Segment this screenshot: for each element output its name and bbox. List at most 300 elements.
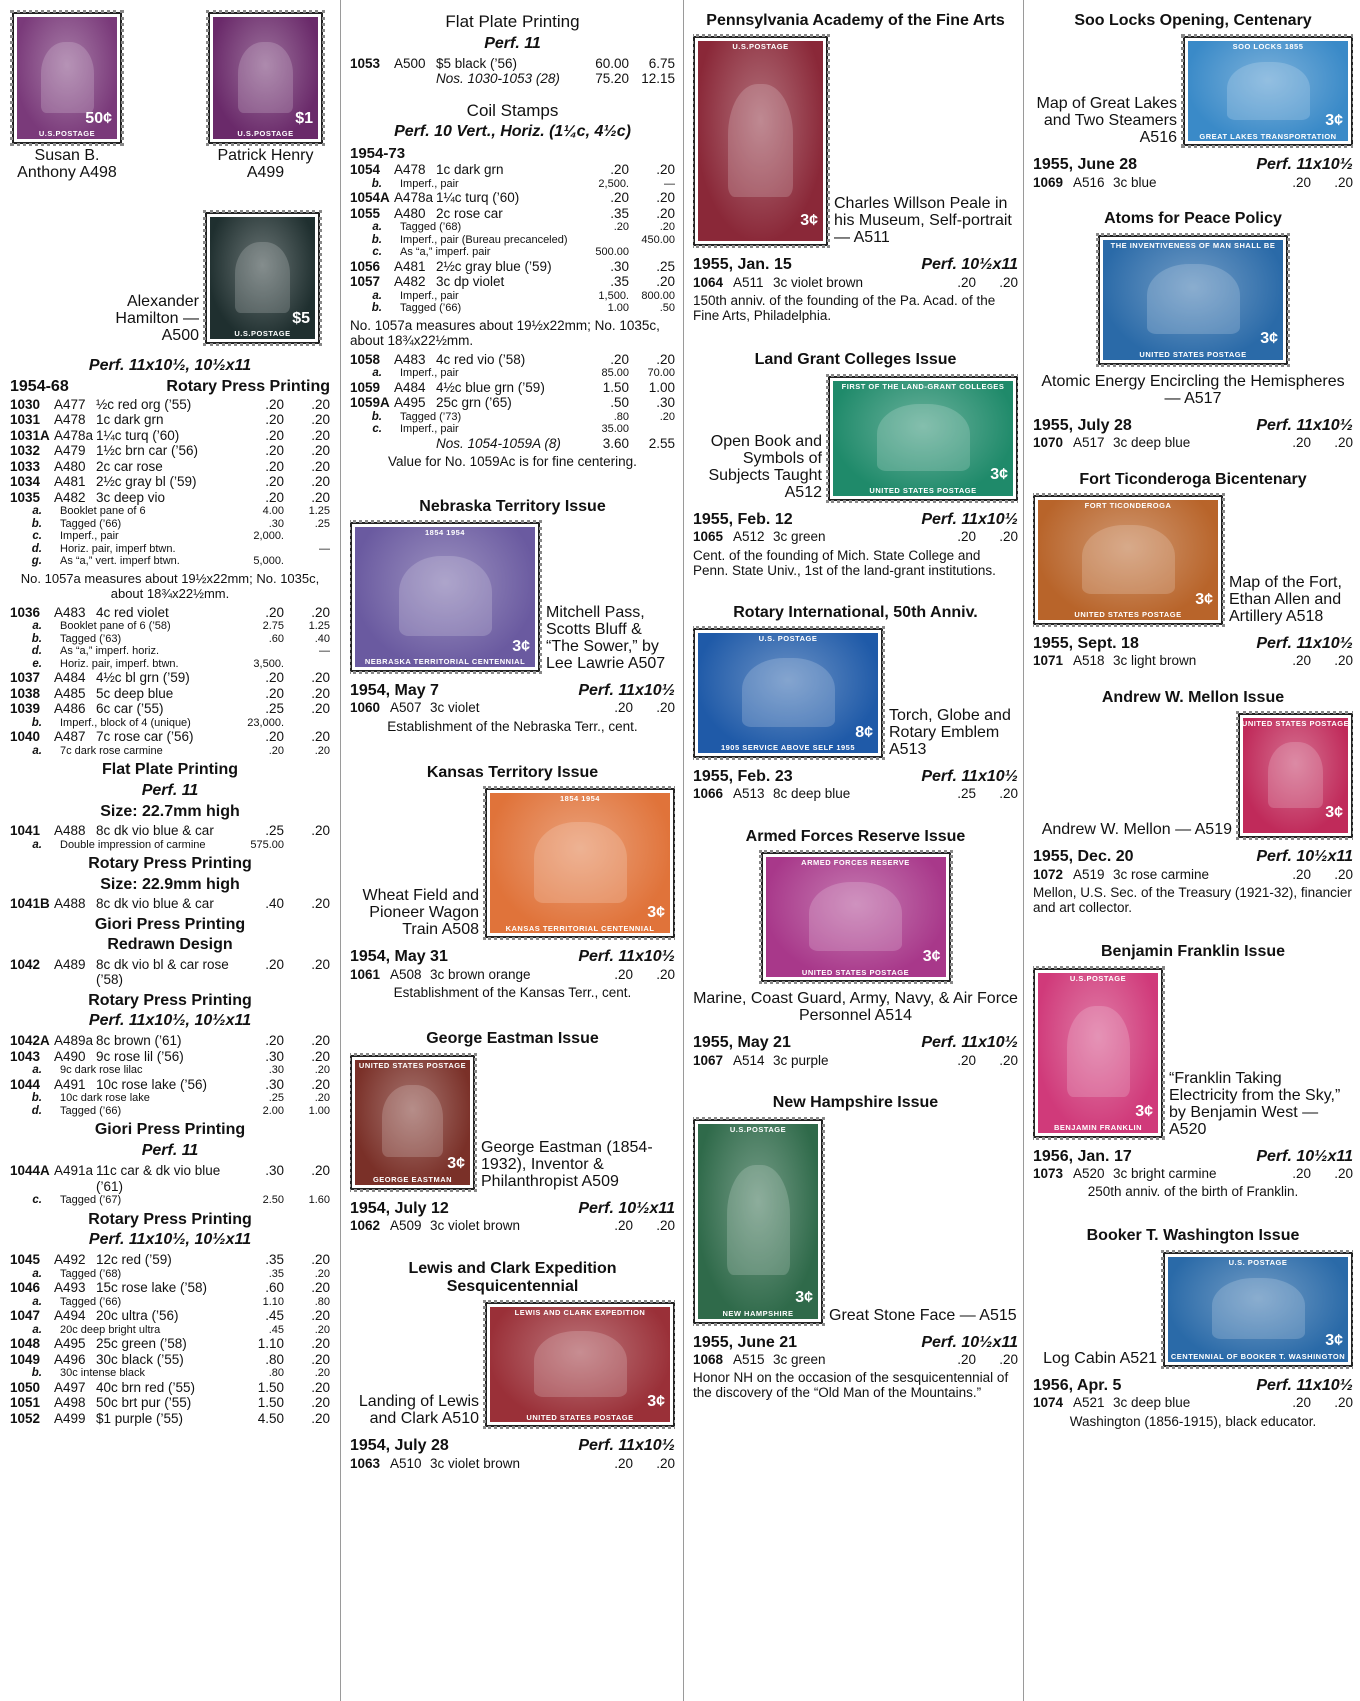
catalog-number: 1074	[1033, 1395, 1064, 1411]
catalog-number: 1047	[10, 1308, 41, 1324]
stamp-top-text: U.S. POSTAGE	[758, 633, 818, 643]
description: 3c dp violet	[436, 274, 505, 290]
design-number: A491a	[54, 1163, 94, 1179]
catalog-number: 1055	[350, 205, 381, 221]
mint-value: .20	[265, 729, 284, 745]
description: 3c green	[773, 529, 826, 545]
description: Imperf., pair	[400, 289, 459, 302]
used-value: .20	[314, 1092, 330, 1105]
catalog-number: 1038	[10, 685, 41, 701]
used-value: 12.15	[641, 71, 675, 87]
description: 2c car rose	[96, 458, 163, 474]
stamp-caption: “Franklin Taking Electricity from the Sky,” by Benjamin West — A520	[1169, 1069, 1341, 1138]
stamp-inscription: U.S.POSTAGE	[38, 129, 96, 139]
issue-date: 1954, May 31	[350, 948, 448, 966]
mint-value: 1.50	[257, 1395, 284, 1411]
issue-perf: Perf. 10½x11	[1256, 1147, 1353, 1165]
used-value: .20	[311, 823, 330, 839]
used-value: .20	[999, 1052, 1018, 1068]
used-value: .20	[314, 1064, 330, 1077]
description: 12c red (’59)	[96, 1252, 172, 1268]
listing-row	[1033, 1166, 1353, 1182]
description: 9c dark rose lilac	[60, 1064, 143, 1077]
catalog-number: 1054A	[350, 190, 390, 206]
design-number: A517	[1073, 435, 1105, 451]
stamp-listing	[10, 1163, 330, 1207]
used-value: .20	[311, 1252, 330, 1268]
mint-value: .20	[265, 956, 284, 972]
listing-row	[350, 352, 675, 368]
catalog-number: 1052	[10, 1410, 41, 1426]
stamp-top-text: UNITED STATES POSTAGE	[1241, 719, 1350, 729]
mint-value: .20	[610, 190, 629, 206]
issue-perf: Perf. 11x10½	[921, 767, 1018, 785]
stamp-denomination: 3¢	[1325, 112, 1343, 129]
mint-value: .60	[268, 632, 284, 645]
mint-value: .20	[1292, 866, 1311, 882]
catalog-number: c.	[32, 530, 42, 543]
stamp-caption: Patrick Henry A499	[217, 147, 314, 181]
issue-description: Cent. of the founding of Mich. State College and Penn. State Univ., 1st of the land-grant institutions.	[693, 547, 996, 578]
section-heading: Rotary Press Printing	[166, 378, 330, 396]
listing-row	[350, 234, 675, 247]
stamp-inscription: UNITED STATES POSTAGE	[1139, 350, 1247, 360]
used-value: .20	[311, 670, 330, 686]
design-number: A496	[54, 1351, 86, 1367]
used-value: .20	[311, 1351, 330, 1367]
mint-value: .35	[610, 274, 629, 290]
issue-perf: Perf. 11x10½	[1256, 416, 1353, 434]
used-value: .20	[311, 1048, 330, 1064]
listing-row	[10, 670, 330, 686]
perf-heading: Perf. 11x10½, 10½x11	[88, 1230, 252, 1248]
design-number: A495	[54, 1336, 86, 1352]
catalog-number: 1068	[693, 1351, 724, 1367]
stamp-vignette	[1082, 525, 1175, 594]
stamp-denomination: 3¢	[647, 1392, 665, 1410]
mint-value: 1.00	[607, 302, 629, 315]
description: 3c light brown	[1113, 653, 1197, 669]
design-number: A509	[390, 1218, 422, 1233]
catalog-number: b.	[371, 410, 382, 423]
catalog-number: 1030	[10, 396, 41, 412]
catalog-number: c.	[372, 423, 382, 436]
stamp-denomination: 8¢	[855, 723, 873, 741]
listing-row	[10, 605, 330, 621]
listing-row	[10, 1077, 330, 1093]
listing-row	[10, 1268, 330, 1281]
catalog-number: 1051	[10, 1395, 41, 1411]
listing-row	[350, 1456, 675, 1472]
description: 4c red vio (’58)	[436, 351, 526, 367]
used-value: .20	[311, 396, 330, 412]
issue-heading: Benjamin Franklin Issue	[1100, 943, 1286, 961]
design-number: A478	[394, 162, 426, 178]
listing-row	[10, 717, 330, 730]
used-value: .20	[1334, 866, 1353, 882]
used-value: .20	[311, 1076, 330, 1092]
catalog-number: 1060	[350, 700, 381, 716]
mint-value: .20	[265, 396, 284, 412]
used-value: .20	[311, 701, 330, 717]
catalog-number: 1059	[350, 379, 381, 395]
catalog-number: 1061	[350, 966, 381, 982]
issue-heading: Booker T. Washington Issue	[1086, 1227, 1300, 1245]
description: 3c deep blue	[1113, 435, 1191, 451]
used-value: .20	[311, 1163, 330, 1179]
mint-value: .25	[265, 823, 284, 839]
stamp-vignette	[534, 1331, 627, 1398]
issue-perf: Perf. 11x10½	[1256, 156, 1353, 174]
catalog-number: 1036	[10, 604, 41, 620]
design-number: A489	[54, 956, 86, 972]
description: 1¼c turq (’60)	[436, 190, 520, 206]
issue-block	[350, 764, 675, 1000]
issue-perf: Perf. 11x10½	[578, 948, 675, 966]
mint-value: 2.00	[262, 1104, 284, 1117]
stamp-vignette	[399, 556, 492, 636]
stamp-vignette	[41, 42, 94, 112]
issue-block	[693, 828, 1018, 1068]
used-value: —	[664, 177, 675, 190]
description: 3c blue	[1113, 174, 1157, 190]
listing-row	[693, 1053, 1018, 1069]
size-heading: Size: 22.7mm high	[100, 803, 240, 821]
mint-value: .20	[1292, 1165, 1311, 1181]
listing-row	[10, 1395, 330, 1411]
description: Double impression of carmine	[60, 838, 206, 851]
description: 2c rose car	[436, 205, 503, 221]
stamp-inscription: UNITED STATES POSTAGE	[869, 486, 977, 496]
issue-perf: Perf. 10½x11	[921, 1333, 1018, 1351]
stamp-inscription: U.S.POSTAGE	[234, 329, 291, 339]
stamp-caption: Susan B. Anthony A498	[17, 147, 117, 181]
used-value: .20	[311, 1395, 330, 1411]
stamp-listing	[10, 1252, 330, 1426]
catalog-number: 1045	[10, 1252, 41, 1268]
mint-value	[583, 234, 629, 247]
design-number: A491	[54, 1076, 86, 1092]
catalog-number: 1044A	[10, 1163, 50, 1179]
description: Imperf., block of 4 (unique)	[60, 716, 191, 729]
stamp-image	[1033, 968, 1163, 1138]
listing-row	[10, 896, 330, 912]
stamp-caption: Alexander Hamilton — A500	[115, 293, 199, 344]
description: Imperf., pair	[400, 177, 459, 190]
mint-value: 5,000.	[253, 555, 284, 568]
used-value: .40	[314, 632, 330, 645]
design-number	[394, 71, 436, 87]
listing-row	[10, 530, 330, 543]
mint-value: 2,000.	[253, 530, 284, 543]
listing-row	[10, 474, 330, 490]
issue-date: 1955, May 21	[693, 1034, 791, 1052]
issue-date: 1954, July 28	[350, 1437, 449, 1455]
used-value: .50	[659, 302, 675, 315]
stamp-inscription: UNITED STATES POSTAGE	[1074, 610, 1182, 620]
catalog-number: 1041	[10, 823, 41, 839]
mint-value: 1.50	[257, 1379, 284, 1395]
description: 3c rose carmine	[1113, 866, 1210, 882]
stamp-denomination: 50¢	[85, 109, 112, 127]
design-number: A484	[54, 670, 86, 686]
year-range: 1954-68	[10, 378, 69, 396]
stamp-inscription: 1905 SERVICE ABOVE SELF 1955	[720, 743, 856, 753]
listing-row	[350, 967, 675, 983]
listing-row	[350, 221, 675, 234]
stamp-denomination: 3¢	[990, 466, 1008, 484]
used-value: .20	[311, 1308, 330, 1324]
issue-date: 1955, Dec. 20	[1033, 848, 1134, 866]
catalog-number: 1043	[10, 1048, 41, 1064]
description: 4c red violet	[96, 604, 169, 620]
description: 15c rose lake (’58)	[96, 1280, 208, 1296]
stamp-vignette	[728, 84, 794, 197]
description: Imperf., pair	[400, 367, 459, 380]
mint-value: .20	[957, 1052, 976, 1068]
catalog-number: c.	[32, 1194, 42, 1207]
description: Booklet pane of 6 (’58)	[60, 620, 171, 633]
stamp-inscription: UNITED STATES POSTAGE	[526, 1412, 634, 1422]
mint-value: .20	[265, 685, 284, 701]
listing-row	[350, 700, 675, 716]
stamp-top-text: U.S.POSTAGE	[732, 42, 789, 52]
listing-row	[350, 56, 675, 72]
catalog-number: 1064	[693, 274, 724, 290]
design-number: A515	[733, 1351, 765, 1367]
listing-row	[10, 555, 330, 568]
listing-row	[10, 397, 330, 413]
description: 2½c gray bl (’59)	[96, 474, 197, 490]
listing-row	[1033, 435, 1353, 451]
used-value: .20	[999, 274, 1018, 290]
description: Imperf., pair	[60, 530, 119, 543]
description: 4½c blue grn (’59)	[436, 379, 545, 395]
stamp-caption: Mitchell Pass, Scotts Bluff & “The Sower,” by Lee Lawrie A507	[546, 604, 666, 673]
mint-value: .25	[957, 786, 976, 802]
mint-value: 4.00	[262, 505, 284, 518]
used-value: .20	[656, 351, 675, 367]
used-value: .20	[656, 700, 675, 716]
mint-value: .20	[613, 221, 629, 234]
design-number: A499	[54, 1410, 86, 1426]
catalog-number: 1042	[10, 956, 41, 972]
description: 2½c gray blue (’59)	[436, 258, 552, 274]
description: 9c rose lil (’56)	[96, 1048, 184, 1064]
used-value: .20	[311, 729, 330, 745]
used-value	[284, 658, 330, 671]
size-heading: Size: 22.9mm high	[100, 875, 240, 893]
used-value: 1.00	[648, 379, 675, 395]
description: 7c dark rose carmine	[60, 744, 163, 757]
catalog-number: 1042A	[10, 1033, 50, 1049]
catalog-number: b.	[371, 302, 382, 315]
description: 25c green (’58)	[96, 1336, 187, 1352]
listing-row	[1033, 175, 1353, 191]
stamp-denomination: 3¢	[1260, 330, 1278, 348]
stamp-vignette	[1067, 1006, 1130, 1097]
stamp-inscription: GREAT LAKES TRANSPORTATION	[1199, 131, 1337, 141]
issue-heading: Soo Locks Opening, Centenary	[1074, 12, 1312, 29]
used-value: .25	[314, 517, 330, 530]
catalog-number: b.	[31, 1367, 42, 1380]
stamp-vignette	[1147, 264, 1240, 333]
issue-heading: Land Grant Colleges Issue	[754, 351, 957, 369]
listing-row	[693, 275, 1018, 291]
catalog-number	[350, 436, 394, 452]
mint-value: .35	[610, 205, 629, 221]
issue-heading: Andrew W. Mellon Issue	[1101, 688, 1285, 706]
design-number: A500	[394, 55, 426, 71]
description: Imperf., pair (Bureau precanceled)	[400, 233, 568, 246]
listing-row	[10, 490, 330, 506]
mint-value: .20	[265, 412, 284, 428]
used-value: 1.00	[308, 1104, 330, 1117]
description: 8c dk vio blue & car	[96, 896, 214, 912]
listing-row	[10, 1105, 330, 1118]
section-heading: Flat Plate Printing	[101, 761, 238, 779]
used-value: .20	[311, 1410, 330, 1426]
used-value	[629, 246, 675, 259]
listing-row	[10, 1280, 330, 1296]
design-number: A482	[394, 274, 426, 290]
stamp-denomination: 3¢	[795, 1289, 813, 1307]
mint-value: .30	[268, 1064, 284, 1077]
mint-value: .20	[265, 474, 284, 490]
design-number: A495	[394, 395, 426, 411]
description: $5 black (’56)	[436, 55, 518, 71]
catalog-number: a.	[372, 221, 382, 234]
design-number: A516	[1073, 174, 1105, 190]
issue-block	[1033, 689, 1353, 915]
issue-perf: Perf. 11x10½	[578, 682, 675, 700]
used-value: —	[319, 542, 330, 555]
catalog-number: a.	[32, 838, 42, 851]
used-value: .20	[999, 529, 1018, 545]
stamp-denomination: 3¢	[922, 947, 941, 965]
used-value: .20	[656, 1455, 675, 1471]
stamp-listing	[350, 56, 675, 87]
mint-value: .45	[265, 1308, 284, 1324]
description: Nos. 1030-1053 (28)	[436, 71, 560, 87]
catalog-number: 1039	[10, 701, 41, 717]
issue-date: 1954, July 12	[350, 1199, 449, 1217]
mint-value: 1.10	[262, 1295, 284, 1308]
catalog-number: e.	[32, 657, 42, 670]
catalog-number: 1056	[350, 258, 381, 274]
perf-heading: Perf. 11	[484, 34, 541, 52]
design-number: A508	[390, 966, 422, 982]
design-number: A511	[733, 274, 764, 290]
issue-perf: Perf. 10½x11	[1256, 848, 1353, 866]
listing-row	[10, 1324, 330, 1337]
issue-block	[693, 351, 1018, 577]
mint-value: 500.00	[595, 246, 629, 259]
stamp-caption: Map of the Fort, Ethan Allen and Artillery A518	[1229, 573, 1342, 625]
catalog-number: 1071	[1033, 653, 1064, 669]
used-value: .20	[314, 744, 330, 757]
stamp-top-text: UNITED STATES POSTAGE	[358, 1060, 467, 1070]
stamp-caption: Marine, Coast Guard, Army, Navy, & Air Force Personnel A514	[693, 990, 1018, 1025]
used-value: .20	[311, 427, 330, 443]
catalog-number: b.	[371, 233, 382, 246]
catalog-number: a.	[372, 289, 382, 302]
listing-row	[10, 1296, 330, 1309]
mint-value: .20	[957, 274, 976, 290]
listing-row	[10, 633, 330, 646]
stamp-image	[693, 1119, 823, 1324]
catalog-number: 1041B	[10, 896, 50, 912]
catalog-number: a.	[32, 744, 42, 757]
catalog-number: 1046	[10, 1280, 41, 1296]
description: Booklet pane of 6	[60, 505, 146, 518]
used-value: .20	[999, 1351, 1018, 1367]
description: Tagged (’68)	[60, 1267, 122, 1280]
catalog-number	[350, 71, 394, 87]
description: 10c dark rose lake	[60, 1092, 150, 1105]
listing-row	[10, 1049, 330, 1065]
listing-row	[1033, 1395, 1353, 1411]
listing-row	[10, 701, 330, 717]
issue-perf: Perf. 10½x11	[578, 1199, 675, 1217]
design-number: A481	[394, 258, 426, 274]
listing-row	[10, 745, 330, 758]
listing-row	[350, 436, 675, 452]
listing-row	[350, 1218, 675, 1234]
catalog-number: 1059A	[350, 395, 390, 411]
issue-perf: Perf. 11x10½	[1256, 634, 1353, 652]
stamp-top-text: U.S.POSTAGE	[1069, 973, 1127, 983]
mint-value: .20	[265, 443, 284, 459]
description: 1c dark grn	[436, 162, 504, 178]
design-number: A482	[54, 489, 86, 505]
listing-row	[350, 259, 675, 275]
issue-block	[1033, 210, 1353, 450]
stamp-listing	[350, 352, 675, 452]
issue-date: 1955, Feb. 12	[693, 510, 793, 528]
listing-row	[10, 1367, 330, 1380]
design-number: A478a	[394, 190, 434, 206]
issue-date: 1956, Apr. 5	[1033, 1376, 1122, 1394]
stamp-image	[350, 1055, 475, 1190]
used-value	[284, 839, 330, 852]
issue-heading: Kansas Territory Issue	[426, 763, 599, 781]
mint-value: .25	[265, 701, 284, 717]
description: Tagged (’73)	[400, 410, 462, 423]
description: Tagged (’67)	[60, 1194, 122, 1207]
description: 1c dark grn	[96, 412, 164, 428]
stamp-caption: Andrew W. Mellon — A519	[1041, 821, 1232, 839]
design-number: A480	[394, 205, 426, 221]
listing-row	[10, 505, 330, 518]
stamp-denomination: 3¢	[647, 903, 665, 921]
listing-row	[10, 686, 330, 702]
catalog-number: 1050	[10, 1379, 41, 1395]
listing-row	[10, 823, 330, 839]
listing-row	[10, 412, 330, 428]
listing-row	[10, 1092, 330, 1105]
mint-value: .80	[268, 1367, 284, 1380]
used-value: .80	[314, 1295, 330, 1308]
catalog-number: a.	[32, 505, 42, 518]
listing-row	[350, 190, 675, 206]
used-value: .20	[311, 412, 330, 428]
mint-value: 75.20	[595, 71, 629, 87]
stamp-image	[485, 788, 675, 938]
issue-description: Mellon, U.S. Sec. of the Treasury (1921-32), financier and art collector.	[1033, 885, 1352, 916]
listing-row	[10, 518, 330, 531]
description: Tagged (’68)	[400, 221, 462, 234]
